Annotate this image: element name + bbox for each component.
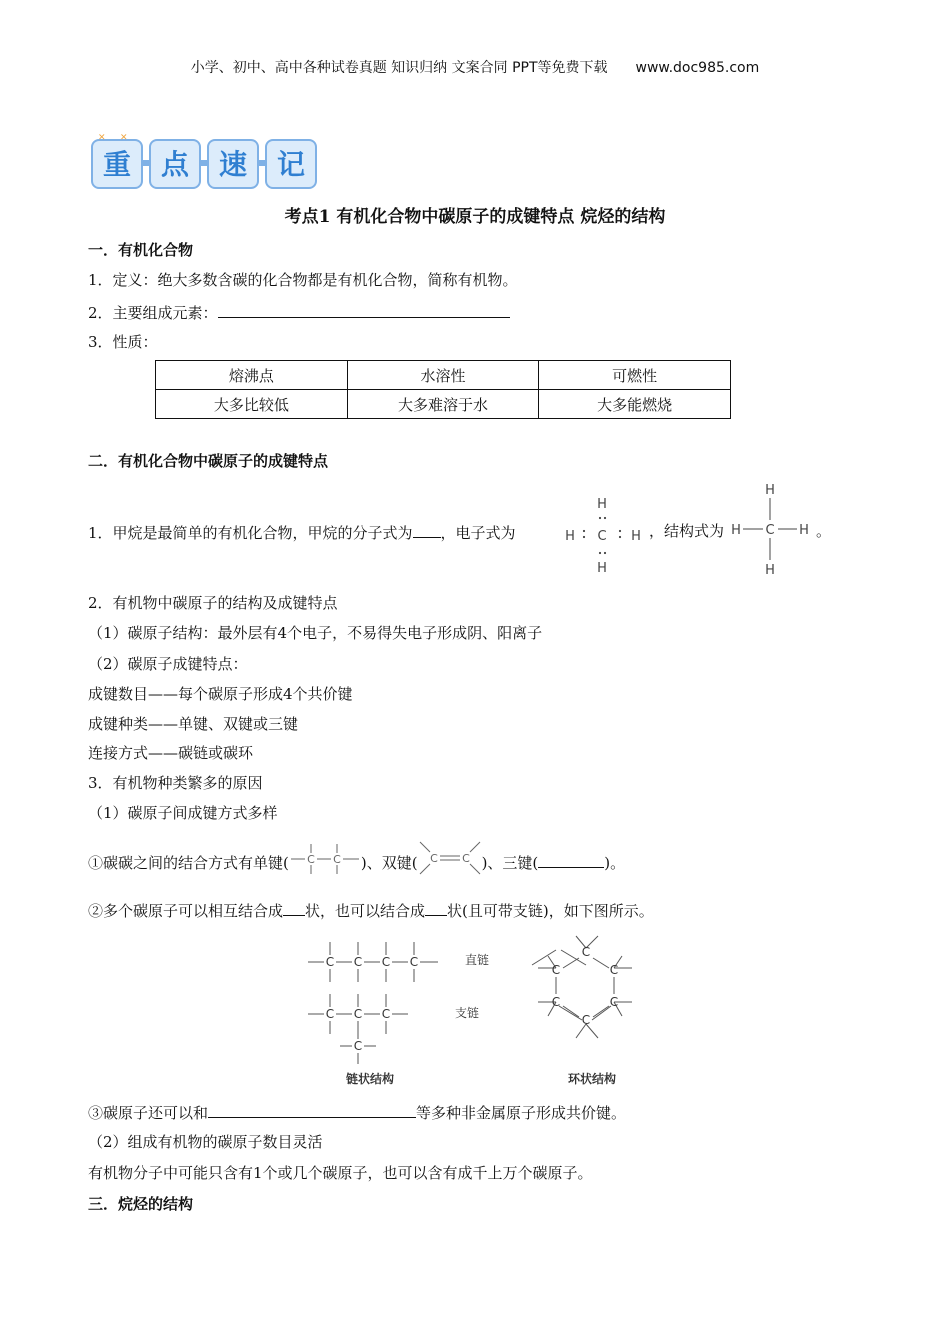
branched-chain-label: 支链 <box>455 1006 480 1020</box>
bond-type-line: 成键种类——单键、双键或三键 <box>88 715 299 733</box>
atom-c: C <box>551 963 561 977</box>
atom-h: H <box>597 561 607 576</box>
double-bond-diagram <box>418 838 482 878</box>
sparkle-icon: ✕ <box>120 133 128 143</box>
table-cell: 大多能燃烧 <box>539 390 731 419</box>
logo-tile <box>208 140 258 188</box>
atom-h: H <box>731 523 741 538</box>
methane-line-start <box>88 521 516 543</box>
chain-text-c: 状(且可带支链)，如下图所示。 <box>447 902 654 920</box>
atom-c: C <box>609 963 619 977</box>
table-header-cell: 可燃性 <box>539 361 731 390</box>
properties-line: 3．性质： <box>88 333 158 351</box>
carbon-skeleton-figure <box>300 928 660 1090</box>
other-atoms-text-b: 等多种非金属原子形成共价键。 <box>416 1104 627 1122</box>
triple-bond-blank[interactable] <box>538 851 604 868</box>
carbon-count-heading: （2）组成有机物的碳原子数目灵活 <box>88 1133 323 1151</box>
ring-caption: 环状结构 <box>567 1072 617 1086</box>
other-atoms-line <box>88 1101 626 1123</box>
properties-table <box>155 360 731 419</box>
chain-caption: 链状结构 <box>345 1072 395 1086</box>
chain-text-b: 状，也可以结合成 <box>305 902 426 920</box>
atom-h: H <box>631 529 641 544</box>
header-text: 小学、初中、高中各种试卷真题 知识归纳 文案合同 PPT等免费下载 <box>190 60 608 76</box>
atom-c: C <box>581 1013 591 1027</box>
logo-tile <box>266 140 316 188</box>
bond-types-line <box>88 850 625 878</box>
logo-char-4: 记 <box>276 148 306 181</box>
variety-heading: 3．有机物种类繁多的原因 <box>88 774 263 792</box>
atom-h: H <box>765 483 775 498</box>
single-bond-text: ①碳碳之间的结合方式有单键( <box>88 854 289 872</box>
table-header-row <box>156 361 731 390</box>
chain-structure <box>308 942 489 1086</box>
atom-c: C <box>333 853 341 866</box>
bond-modes-heading: （1）碳原子间成键方式多样 <box>88 804 278 822</box>
methane-text-d: 。 <box>816 522 832 540</box>
bonds-end-text: )。 <box>604 854 626 872</box>
atom-c: C <box>551 995 561 1009</box>
atom-h: H <box>597 497 607 512</box>
logo-char-2: 点 <box>160 148 190 181</box>
other-atoms-text-a: ③碳原子还可以和 <box>88 1104 209 1122</box>
table-cell: 大多比较低 <box>156 390 348 419</box>
elements-line <box>88 301 510 323</box>
chain-blank[interactable] <box>283 899 305 916</box>
section3-heading: 三．烷烃的结构 <box>88 1195 194 1213</box>
atom-c: C <box>581 945 591 959</box>
methane-electron-formula <box>562 492 646 576</box>
section2-heading: 二．有机化合物中碳原子的成键特点 <box>88 452 329 470</box>
elements-label: 2．主要组成元素： <box>88 304 218 322</box>
carbon-structure-line: （1）碳原子结构：最外层有4个电子，不易得失电子形成阴、阳离子 <box>88 624 543 642</box>
single-bond-diagram <box>289 842 361 876</box>
methane-structural-formula <box>728 478 814 578</box>
double-bond-text: )、双键( <box>360 854 418 872</box>
atom-c: C <box>353 1039 363 1053</box>
atom-c: C <box>461 852 470 865</box>
page-header <box>0 58 950 78</box>
atom-c: C <box>325 1007 335 1021</box>
atom-c: C <box>381 955 391 969</box>
formula-blank[interactable] <box>413 521 441 538</box>
page-title: 考点1 有机化合物中碳原子的成键特点 烷烃的结构 <box>284 207 666 227</box>
methane-text-a: 1．甲烷是最简单的有机化合物，甲烷的分子式为 <box>88 524 413 542</box>
logo-tile <box>150 140 200 188</box>
atom-h: H <box>799 523 809 538</box>
atom-c: C <box>765 523 775 538</box>
methane-text-c: ，结构式为 <box>649 522 725 540</box>
atom-c: C <box>353 955 363 969</box>
connection-line: 连接方式——碳链或碳环 <box>88 744 254 762</box>
atom-c: C <box>597 529 607 544</box>
logo-tile <box>92 140 142 188</box>
chain-text-a: ②多个碳原子可以相互结合成 <box>88 902 284 920</box>
other-atoms-blank[interactable] <box>208 1101 416 1118</box>
atom-c: C <box>353 1007 363 1021</box>
ring-structure <box>532 936 632 1086</box>
logo-char-1: 重 <box>102 148 132 181</box>
chain-ring-line <box>88 899 654 921</box>
methane-text-b: ，电子式为 <box>440 524 516 542</box>
header-url[interactable]: www.doc985.com <box>635 60 760 76</box>
atom-c: C <box>381 1007 391 1021</box>
atom-c: C <box>409 955 419 969</box>
atom-h: H <box>765 563 775 578</box>
table-row <box>156 390 731 419</box>
atom-c: C <box>609 995 619 1009</box>
atom-h: H <box>565 529 575 544</box>
table-header-cell: 熔沸点 <box>156 361 348 390</box>
table-cell: 大多难溶于水 <box>347 390 539 419</box>
atom-c: C <box>307 853 315 866</box>
triple-bond-text: )、三键( <box>481 854 539 872</box>
bond-count-line: 成键数目——每个碳原子形成4个共价键 <box>88 685 353 703</box>
straight-chain-label: 直链 <box>465 953 490 967</box>
definition-line: 1．定义：绝大多数含碳的化合物都是有机化合物，简称有机物。 <box>88 271 518 289</box>
atom-c: C <box>429 852 438 865</box>
table-header-cell: 水溶性 <box>347 361 539 390</box>
section-logo <box>90 132 320 192</box>
atom-c: C <box>325 955 335 969</box>
carbon-structure-heading: 2．有机物中碳原子的结构及成键特点 <box>88 594 338 612</box>
elements-blank[interactable] <box>218 301 510 318</box>
ring-blank[interactable] <box>425 899 447 916</box>
section1-heading: 一．有机化合物 <box>88 241 194 259</box>
carbon-count-line: 有机物分子中可能只含有1个或几个碳原子，也可以含有成千上万个碳原子。 <box>88 1164 593 1182</box>
bonding-heading: （2）碳原子成键特点： <box>88 655 248 673</box>
logo-char-3: 速 <box>218 148 248 181</box>
sparkle-icon: ✕ <box>98 133 106 143</box>
